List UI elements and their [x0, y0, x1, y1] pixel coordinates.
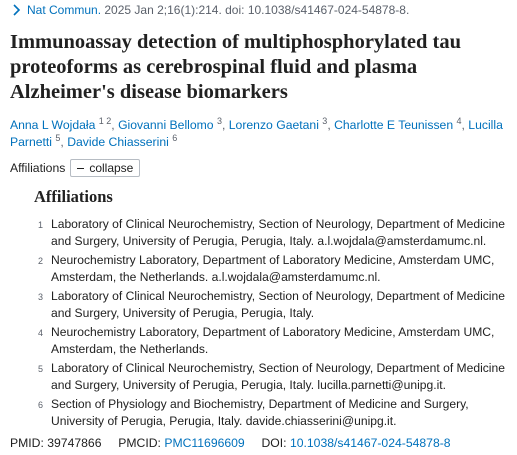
affiliation-item: [26, 288, 517, 321]
doi-label: DOI:: [261, 436, 287, 450]
author-affiliation-ref[interactable]: 6: [172, 132, 178, 143]
journal-link[interactable]: Nat Commun.: [27, 3, 102, 17]
affiliation-item: [26, 324, 517, 357]
pmid-value: 39747866: [47, 436, 102, 450]
citation-line: [10, 2, 409, 18]
affiliation-item: [26, 396, 517, 429]
affiliation-text: Laboratory of Clinical Neurochemistry, Section of Neurology, Department of Medicine and Surgery, University of Perugia, Perugia, Italy. a.l.wojdala@amsterdamumc.nl.: [51, 217, 505, 248]
affiliations-toggle-row: [10, 159, 140, 177]
affiliation-text: Laboratory of Clinical Neurochemistry, Section of Neurology, Department of Medicine and Surgery, University of Perugia, Perugia, Italy. lucilla.parnetti@unipg.it.: [51, 361, 505, 392]
citation-details: 2025 Jan 2;16(1):214. doi: 10.1038/s41467-024-54878-8.: [104, 3, 410, 17]
affiliation-item: [26, 360, 517, 393]
author-link[interactable]: Giovanni Bellomo: [118, 118, 214, 132]
author-affiliation-ref[interactable]: 1 2: [98, 115, 112, 126]
article-title: Immunoassay detection of multiphosphorylated tau proteoforms as cerebrospinal fluid and plasma Alzheimer's disease biomarkers: [10, 31, 462, 103]
pmcid-link[interactable]: PMC11696609: [164, 436, 245, 450]
collapse-button-label: collapse: [89, 161, 134, 175]
pmid-label: PMID:: [10, 436, 44, 450]
author-list: Anna L Wojdała $^{1 2}$, Giovanni Bellomo $^3$, Lorenzo Gaetani $^3$, Charlotte E Teunissen $^4$, Lucilla Parnetti $^5$, Davide Chiasserini $^6$: [10, 115, 503, 149]
affiliation-number: 1: [38, 220, 44, 230]
identifiers-line: [10, 436, 451, 450]
doi-link[interactable]: 10.1038/s41467-024-54878-8: [289, 436, 451, 450]
affiliation-item: [26, 252, 517, 285]
affiliations-heading: Affiliations: [34, 187, 113, 206]
collapse-button[interactable]: [70, 159, 140, 177]
affiliation-item: [26, 216, 517, 249]
affiliation-number: 4: [38, 328, 44, 338]
author-affiliation-ref[interactable]: 4: [456, 115, 462, 126]
affiliation-text: Neurochemistry Laboratory, Department of Laboratory Medicine, Amsterdam UMC, Amsterdam, the Netherlands.: [51, 325, 495, 356]
author-link[interactable]: Lucilla Parnetti: [10, 118, 503, 149]
author-link[interactable]: Charlotte E Teunissen: [334, 118, 454, 132]
affiliation-text: Neurochemistry Laboratory, Department of Laboratory Medicine, Amsterdam UMC, Amsterdam, the Netherlands. a.l.wojdala@amsterdamumc.nl.: [51, 253, 495, 284]
author-link[interactable]: Lorenzo Gaetani: [228, 118, 319, 132]
affiliation-number: 2: [38, 256, 44, 266]
author-affiliation-ref[interactable]: 3: [322, 115, 328, 126]
affiliations-list: [26, 216, 517, 432]
chevron-right-icon[interactable]: [10, 3, 24, 17]
affiliations-label: Affiliations: [10, 161, 66, 175]
affiliation-number: 6: [38, 400, 44, 410]
author-affiliation-ref[interactable]: 3: [216, 115, 222, 126]
affiliation-text: Laboratory of Clinical Neurochemistry, Section of Neurology, Department of Medicine and Surgery, University of Perugia, Perugia, Italy.: [51, 289, 505, 320]
minus-icon: [77, 168, 84, 169]
affiliation-number: 5: [38, 364, 44, 374]
pmcid-label: PMCID:: [118, 436, 161, 450]
author-link[interactable]: Anna L Wojdała: [10, 118, 96, 132]
affiliation-text: Section of Physiology and Biochemistry, Department of Medicine and Surgery, University of Perugia, Perugia, Italy. davide.chiasserini@unipg.it.: [51, 397, 469, 428]
affiliation-number: 3: [38, 292, 44, 302]
author-link[interactable]: Davide Chiasserini: [67, 135, 169, 149]
author-affiliation-ref[interactable]: 5: [55, 132, 61, 143]
